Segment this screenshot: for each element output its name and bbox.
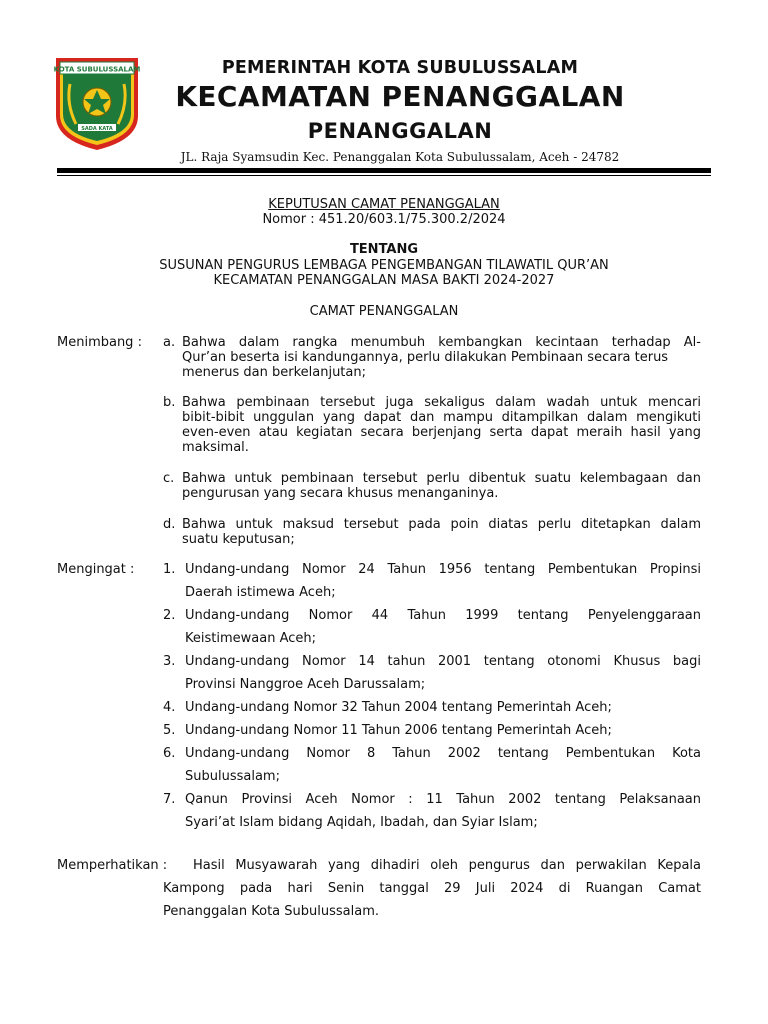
item-text-rest: bibit-bibit unggulan yang dapat dan mampu ditampilkan dalam mengikuti even-even atau kegiatan secara berjenjang serta dapat meraih hasil yang maksimal. xyxy=(182,410,701,455)
item-marker: d. xyxy=(163,517,176,532)
mengingat-item xyxy=(163,719,701,742)
header-district-name: KECAMATAN PENANGGALAN xyxy=(175,80,625,113)
mengingat-item xyxy=(163,742,701,788)
letterhead-divider-thick xyxy=(57,168,711,173)
mengingat-item xyxy=(163,604,701,650)
item-text-first-line: Qanun Provinsi Aceh Nomor : 11 Tahun 2002 tentang Pelaksanaan xyxy=(185,792,701,807)
item-marker: a. xyxy=(163,335,176,350)
item-text-first-line: Bahwa untuk pembinaan tersebut perlu dibentuk suatu kelembagaan dan xyxy=(182,471,701,486)
item-marker: 3. xyxy=(163,654,176,669)
memperhatikan-text xyxy=(163,854,701,877)
mengingat-item xyxy=(163,558,701,604)
menimbang-item xyxy=(163,395,701,455)
item-marker: c. xyxy=(163,471,175,486)
item-text-first-line: Undang-undang Nomor 32 Tahun 2004 tentang Pemerintah Aceh; xyxy=(185,700,612,715)
menimbang-item xyxy=(163,471,701,501)
menimbang-item xyxy=(163,517,701,547)
mengingat-label: Mengingat : xyxy=(57,562,135,577)
decree-subject-line2: KECAMATAN PENANGGALAN MASA BAKTI 2024-2027 xyxy=(213,273,555,288)
memperhatikan-continued xyxy=(57,877,701,923)
item-marker: 5. xyxy=(163,723,176,738)
memperhatikan-line3: Penanggalan Kota Subulussalam. xyxy=(163,904,379,919)
mengingat-item xyxy=(163,696,701,719)
decree-number: Nomor : 451.20/603.1/75.300.2/2024 xyxy=(262,212,506,227)
item-text-first-line: Bahwa pembinaan tersebut juga sekaligus dalam wadah untuk mencari xyxy=(182,395,701,410)
header-subdistrict-name: PENANGGALAN xyxy=(307,119,493,143)
item-marker: b. xyxy=(163,395,176,410)
item-marker: 1. xyxy=(163,562,176,577)
item-text-first-line: Undang-undang Nomor 24 Tahun 1956 tentang Pembentukan Propinsi xyxy=(185,562,701,577)
item-text-first-line: Undang-undang Nomor 14 tahun 2001 tentang otonomi Khusus bagi xyxy=(185,654,701,669)
item-text-first-line: Bahwa untuk maksud tersebut pada poin diatas perlu ditetapkan dalam xyxy=(182,517,701,532)
svg-text:SADA KATA: SADA KATA xyxy=(81,126,113,132)
letterhead-divider-thin xyxy=(57,175,711,176)
memperhatikan-line2: Kampong pada hari Senin tanggal 29 Juli 2024 di Ruangan Camat xyxy=(163,881,701,896)
memperhatikan-label: Memperhatikan : xyxy=(57,858,168,873)
decree-issuer: CAMAT PENANGGALAN xyxy=(309,304,459,319)
item-text-rest: Syari’at Islam bidang Aqidah, Ibadah, dan Syiar Islam; xyxy=(185,815,538,830)
item-text-first-line: Undang-undang Nomor 8 Tahun 2002 tentang Pembentukan Kota xyxy=(185,746,701,761)
item-marker: 2. xyxy=(163,608,176,623)
decree-tentang: TENTANG xyxy=(349,242,419,257)
item-text-rest: Qur’an beserta isi kandungannya, perlu dilakukan Pembinaan secara terus menerus dan berkelanjutan; xyxy=(182,350,669,380)
item-marker: 4. xyxy=(163,700,176,715)
item-marker: 7. xyxy=(163,792,176,807)
item-text-first-line: Undang-undang Nomor 11 Tahun 2006 tentang Pemerintah Aceh; xyxy=(185,723,612,738)
item-text-rest: Provinsi Nanggroe Aceh Darussalam; xyxy=(185,677,426,692)
item-text-rest: Subulussalam; xyxy=(185,769,280,784)
decree-title: KEPUTUSAN CAMAT PENANGGALAN xyxy=(268,197,500,212)
header-government-name: PEMERINTAH KOTA SUBULUSSALAM xyxy=(221,58,579,78)
menimbang-item xyxy=(163,335,701,380)
svg-text:KOTA SUBULUSSALAM: KOTA SUBULUSSALAM xyxy=(53,65,141,74)
city-emblem-logo xyxy=(52,54,142,152)
memperhatikan-line1: Hasil Musyawarah yang dihadiri oleh pengurus dan perwakilan Kepala xyxy=(193,858,701,873)
item-text-first-line: Undang-undang Nomor 44 Tahun 1999 tentang Penyelenggaraan xyxy=(185,608,701,623)
header-address: JL. Raja Syamsudin Kec. Penanggalan Kota Subulussalam, Aceh - 24782 xyxy=(180,150,620,164)
mengingat-list xyxy=(163,558,701,834)
mengingat-item xyxy=(163,650,701,696)
item-text-rest: pengurusan yang secara khusus menanganinya. xyxy=(182,486,499,501)
item-text-first-line: Bahwa dalam rangka menumbuh kembangkan kecintaan terhadap Al- xyxy=(182,335,701,350)
item-text-rest: suatu keputusan; xyxy=(182,532,295,547)
item-text-rest: Keistimewaan Aceh; xyxy=(185,631,316,646)
decree-subject-line1: SUSUNAN PENGURUS LEMBAGA PENGEMBANGAN TILAWATIL QUR’AN xyxy=(159,258,609,273)
item-text-rest: Daerah istimewa Aceh; xyxy=(185,585,336,600)
mengingat-item xyxy=(163,788,701,834)
menimbang-label: Menimbang : xyxy=(57,335,142,350)
item-marker: 6. xyxy=(163,746,176,761)
